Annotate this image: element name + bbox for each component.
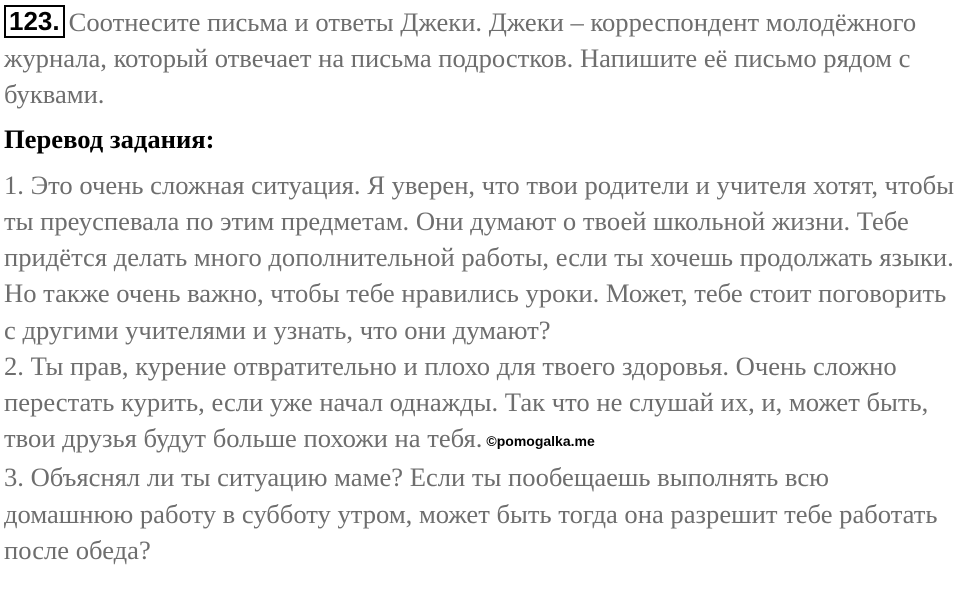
task-instruction-text: Соотнесите письма и ответы Джеки. Джеки – корреспондент молодёжного журнала, который отвечает на письма подростков. Напишите её письмо рядом с буквами. — [4, 7, 917, 110]
answer-paragraph-1: 1. Это очень сложная ситуация. Я уверен, что твои родители и учителя хотят, чтобы ты преуспевала по этим предметам. Они думают о твоей школьной жизни. Тебе придётся делать много дополнительной работы, если ты хочешь продолжать языки. Но также очень важно, чтобы тебе нравились уроки. Может, тебе стоит поговорить с другими учителями и узнать, что они думают? — [4, 169, 955, 345]
exercise-page — [4, 4, 956, 568]
answer-paragraph-3: 3. Объяснял ли ты ситуацию маме? Если ты пообещаешь выполнять всю домашнюю работу в субботу утром, может быть тогда она разрешит тебе работать после обеда? — [4, 462, 938, 565]
translation-heading: Перевод задания: — [4, 123, 215, 154]
answer-paragraph-2 — [4, 348, 956, 460]
task-number-badge: 123. — [4, 5, 65, 38]
answer-paragraph-2-text: 2. Ты прав, курение отвратительно и плохо для твоего здоровья. Очень сложно перестать курить, если уже начал однажды. Так что не слушай их, и, может быть, твои друзья будут больше похожи на тебя. — [4, 350, 929, 454]
watermark: ©pomogalka.me — [486, 433, 595, 450]
task-instruction — [4, 4, 956, 113]
